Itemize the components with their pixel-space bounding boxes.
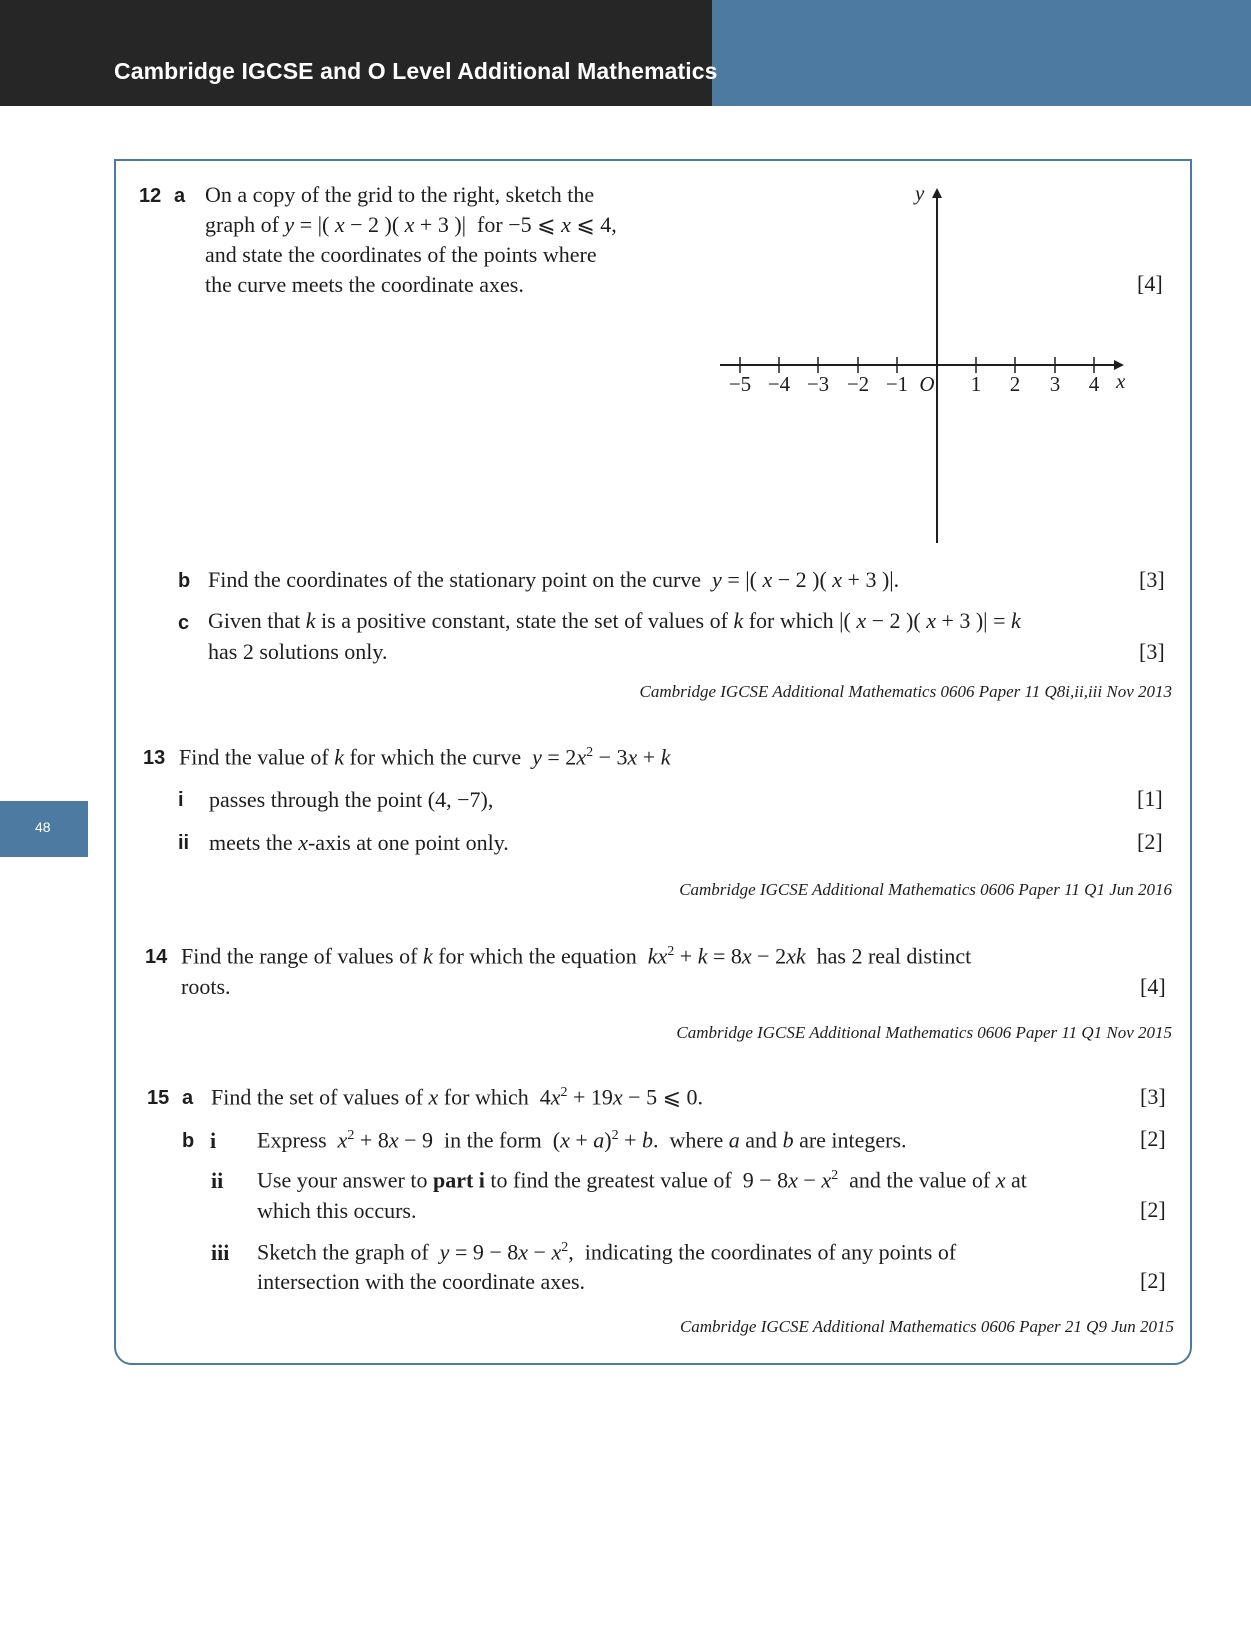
- q13i-text: passes through the point (4, −7),: [209, 787, 494, 812]
- q14-mark: [4]: [1140, 974, 1166, 999]
- q13-stem: Find the value of k for which the curve $y = 2x^2 - 3x + k$: [179, 744, 671, 770]
- q15bii-mark: [2]: [1140, 1197, 1166, 1222]
- part-label-15bi: i: [210, 1128, 217, 1153]
- q12a-text-line4: the curve meets the coordinate axes.: [205, 272, 524, 297]
- q12c-mark: [3]: [1139, 639, 1165, 664]
- q12a-text-line1: On a copy of the grid to the right, sketch the: [205, 182, 595, 207]
- q15biii-mark: [2]: [1140, 1268, 1166, 1293]
- tick-label-4: 4: [1088, 372, 1100, 396]
- q12b-text: Find the coordinates of the stationary point on the curve y = |( x − 2 )( x + 3 )|.: [208, 567, 900, 592]
- tick-label-neg1: −1: [885, 372, 909, 396]
- part-label-15biii: iii: [211, 1240, 230, 1265]
- part-label-15bii: ii: [211, 1168, 224, 1193]
- q15biii-text-line2: intersection with the coordinate axes.: [257, 1269, 586, 1294]
- q15bii-text-line1: Use your answer to part i to find the greatest value of $9 - 8x - x^2$ and the value of x at: [257, 1167, 1027, 1193]
- q13ii-mark: [2]: [1137, 829, 1163, 854]
- q12c-text-line1: Given that k is a positive constant, state the set of values of k for which |( x − 2 )( x + 3 )| = k: [208, 608, 1021, 633]
- q15-source: Cambridge IGCSE Additional Mathematics 0606 Paper 21 Q9 Jun 2015: [679, 1317, 1174, 1336]
- q15bi-mark: [2]: [1140, 1126, 1166, 1151]
- tick-label-1: 1: [970, 372, 982, 396]
- tick-label-neg4: −4: [767, 372, 791, 396]
- q14-text-line1: Find the range of values of k for which the equation $kx^2 + k = 8x - 2xk$ has 2 real distinct: [181, 943, 972, 969]
- q14-text-line2: roots.: [181, 974, 231, 999]
- q13ii-text: meets the x-axis at one point only.: [209, 830, 509, 855]
- question-number-13: 13: [143, 747, 166, 769]
- tick-label-neg2: −2: [846, 372, 870, 396]
- q12b-mark: [3]: [1139, 567, 1165, 592]
- part-label-13i: i: [178, 789, 184, 811]
- q12a-text-line2: graph of y = |( x − 2 )( x + 3 )| for −5 ⩽ x ⩽ 4,: [205, 212, 617, 237]
- question-number-14: 14: [145, 946, 168, 968]
- part-label-13ii: ii: [178, 832, 190, 854]
- part-label-12b: b: [178, 570, 191, 592]
- q14-source: Cambridge IGCSE Additional Mathematics 0606 Paper 11 Q1 Nov 2015: [676, 1023, 1172, 1042]
- q15bi-text: Express $x^2 + 8x - 9$ in the form $(x + a)^2 + b$. where a and b are integers.: [257, 1127, 907, 1153]
- page-number: 48: [35, 819, 51, 835]
- q15a-text: Find the set of values of x for which $4x^2 + 19x - 5$ ⩽ 0.: [211, 1084, 704, 1110]
- q12a-mark: [4]: [1137, 271, 1163, 296]
- q12c-text-line2: has 2 solutions only.: [208, 639, 388, 664]
- part-label-12c: c: [178, 612, 190, 634]
- q13-source: Cambridge IGCSE Additional Mathematics 0606 Paper 11 Q1 Jun 2016: [679, 880, 1172, 899]
- header-dark-band: [0, 0, 712, 106]
- tick-label-neg5: −5: [728, 372, 752, 396]
- part-label-15a: a: [182, 1087, 194, 1109]
- coordinate-grid: [716, 185, 1136, 545]
- q15a-mark: [3]: [1140, 1084, 1166, 1109]
- q12-source: Cambridge IGCSE Additional Mathematics 0606 Paper 11 Q8i,ii,iii Nov 2013: [639, 682, 1172, 701]
- q12a-text-line3: and state the coordinates of the points where: [205, 242, 597, 267]
- header-blue-band: [712, 0, 1251, 106]
- x-axis-label: x: [1116, 369, 1126, 393]
- y-axis-label: y: [915, 185, 925, 205]
- origin-label: O: [919, 372, 935, 396]
- part-label-12a: a: [174, 185, 186, 207]
- part-label-15b: b: [182, 1130, 195, 1152]
- question-number-15: 15: [147, 1087, 170, 1109]
- q15biii-text-line1: Sketch the graph of $y = 9 - 8x - x^2$, indicating the coordinates of any points of: [257, 1239, 957, 1265]
- tick-label-2: 2: [1009, 372, 1021, 396]
- q13i-mark: [1]: [1137, 786, 1163, 811]
- book-title: Cambridge IGCSE and O Level Additional Mathematics: [114, 58, 718, 84]
- tick-label-neg3: −3: [806, 372, 830, 396]
- question-number-12: 12: [139, 185, 162, 207]
- y-axis-arrow: [932, 188, 942, 198]
- q15bii-text-line2: which this occurs.: [257, 1198, 417, 1223]
- page-header: [0, 0, 1251, 106]
- tick-label-3: 3: [1049, 372, 1061, 396]
